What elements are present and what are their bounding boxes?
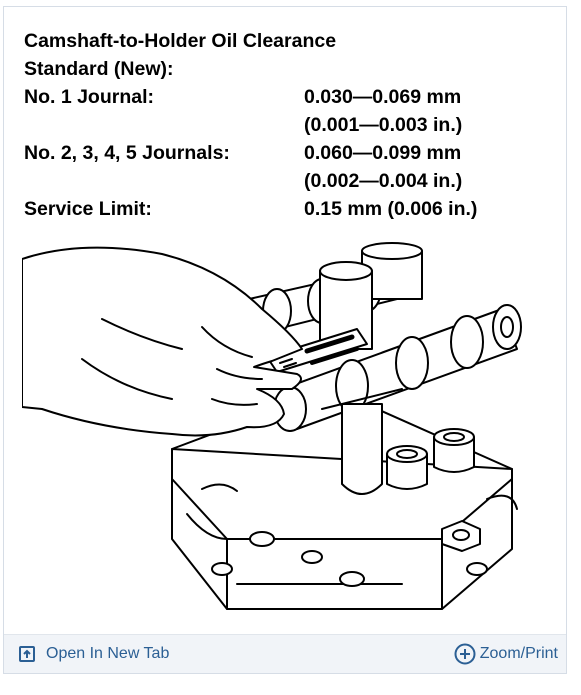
spec-title-line: [24, 27, 524, 55]
spec-row-label: No. 1 Journal:: [24, 86, 155, 108]
spec-row: [24, 167, 524, 195]
spec-row-label: Service Limit:: [24, 198, 152, 220]
spec-title: Camshaft-to-Holder Oil Clearance: [24, 30, 337, 52]
spec-row-value: (0.002—0.004 in.): [304, 170, 463, 192]
spec-row: [24, 111, 524, 139]
spec-row-value: 0.060—0.099 mm: [304, 142, 462, 164]
spec-subtitle-line: [24, 55, 524, 83]
spec-subtitle: Standard (New):: [24, 58, 174, 80]
front-camshaft-drawing: [274, 305, 521, 431]
zoom-print-button[interactable]: [454, 635, 558, 673]
open-new-tab-icon: [18, 645, 36, 663]
spec-row: [24, 83, 524, 111]
open-in-new-tab-label: Open In New Tab: [46, 645, 170, 662]
footer-toolbar: [4, 634, 566, 673]
spec-row-value: 0.030—0.069 mm: [304, 86, 462, 108]
zoom-print-label: Zoom/Print: [479, 645, 558, 662]
spec-row-label: No. 2, 3, 4, 5 Journals:: [24, 142, 230, 164]
diagram-frame: [3, 6, 567, 674]
hand-drawing: [22, 248, 302, 436]
camshaft-clearance-illustration: [22, 239, 542, 614]
spec-row-value: (0.001—0.003 in.): [304, 114, 463, 136]
spec-row: [24, 139, 524, 167]
spec-row: [24, 195, 524, 223]
spec-row-value: 0.15 mm (0.006 in.): [304, 198, 478, 220]
spec-block: [24, 27, 524, 223]
open-in-new-tab-button[interactable]: [18, 635, 169, 673]
zoom-plus-icon: [454, 643, 476, 665]
